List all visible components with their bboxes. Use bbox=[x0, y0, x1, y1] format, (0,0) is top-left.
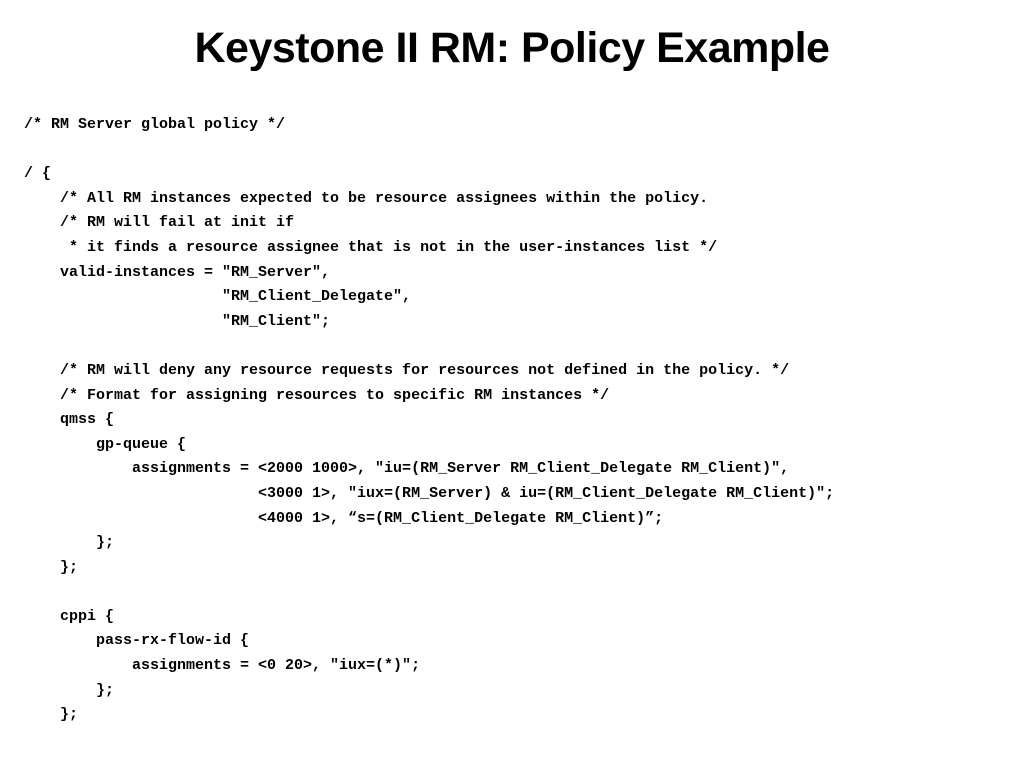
code-line: /* RM will fail at init if bbox=[24, 214, 295, 232]
code-line: /* Format for assigning resources to specific RM instances */ bbox=[24, 386, 610, 404]
code-line: "RM_Client_Delegate", bbox=[24, 288, 412, 306]
code-line: /* RM Server global policy */ bbox=[24, 116, 286, 133]
code-line: }; bbox=[24, 534, 115, 552]
code-line bbox=[24, 334, 1014, 359]
code-block bbox=[24, 113, 1014, 728]
code-line: pass-rx-flow-id { bbox=[24, 632, 250, 650]
code-line: assignments = <2000 1000>, "iu=(RM_Server RM_Client_Delegate RM_Client)", bbox=[24, 460, 790, 478]
code-line bbox=[24, 580, 1014, 605]
code-line: / { bbox=[24, 165, 52, 183]
code-line: }; bbox=[24, 706, 79, 724]
code-line: qmss { bbox=[24, 411, 115, 429]
slide-title: Keystone II RM: Policy Example bbox=[194, 24, 830, 72]
code-line: /* RM will deny any resource requests for resources not defined in the policy. */ bbox=[24, 361, 790, 379]
code-line: <3000 1>, "iux=(RM_Server) & iu=(RM_Client_Delegate RM_Client)"; bbox=[24, 484, 835, 502]
code-line: <4000 1>, “s=(RM_Client_Delegate RM_Client)”; bbox=[24, 509, 664, 527]
code-line: * it finds a resource assignee that is not in the user-instances list */ bbox=[24, 238, 718, 256]
code-line: cppi { bbox=[24, 607, 115, 625]
code-line bbox=[24, 138, 1014, 163]
code-line: "RM_Client"; bbox=[24, 312, 331, 330]
code-line: gp-queue { bbox=[24, 435, 187, 453]
code-line: }; bbox=[24, 681, 115, 699]
code-line: assignments = <0 20>, "iux=(*)"; bbox=[24, 657, 421, 675]
code-line: valid-instances = "RM_Server", bbox=[24, 263, 331, 281]
code-line: /* All RM instances expected to be resource assignees within the policy. bbox=[24, 189, 709, 207]
code-line: }; bbox=[24, 558, 79, 576]
